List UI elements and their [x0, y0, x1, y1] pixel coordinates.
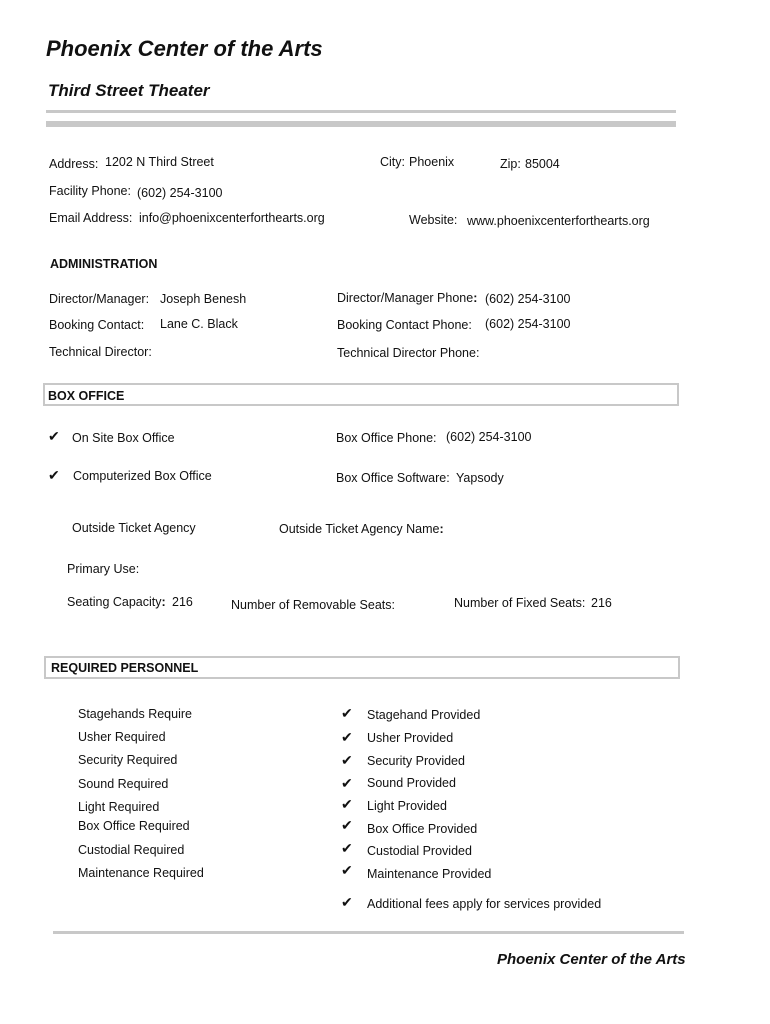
zip-label: Zip:	[500, 157, 521, 171]
administration-heading: ADMINISTRATION	[50, 257, 158, 271]
seating-capacity-value: 216	[172, 595, 193, 609]
website-label: Website:	[409, 213, 458, 227]
box-office-heading: BOX OFFICE	[48, 389, 125, 403]
outside-agency-name-colon: :	[439, 522, 444, 536]
required-item: Maintenance Required	[78, 866, 204, 880]
address-label: Address:	[49, 157, 99, 171]
personnel-heading: REQUIRED PERSONNEL	[51, 661, 199, 675]
onsite-box-office-label: On Site Box Office	[72, 431, 175, 445]
fixed-seats-label: Number of Fixed Seats:	[454, 596, 586, 610]
facility-phone-label: Facility Phone:	[49, 184, 131, 198]
fixed-seats-value: 216	[591, 596, 612, 610]
page-subtitle: Third Street Theater	[48, 81, 210, 100]
additional-fees-note: Additional fees apply for services provided	[367, 897, 602, 911]
required-item: Custodial Required	[78, 843, 185, 857]
provided-item: Custodial Provided	[367, 844, 472, 858]
required-item: Box Office Required	[78, 819, 190, 833]
tech-director-phone-label: Technical Director Phone:	[337, 346, 480, 360]
required-item: Usher Required	[78, 730, 166, 744]
outside-agency-name-label: Outside Ticket Agency Name:	[279, 522, 444, 536]
website-value: www.phoenixcenterforthearts.org	[467, 214, 650, 228]
footer-rule	[53, 931, 684, 934]
director-phone-label: Director/Manager Phone:	[337, 291, 478, 305]
director-phone-value: (602) 254-3100	[485, 292, 571, 306]
page-title: Phoenix Center of the Arts	[46, 36, 323, 61]
director-label: Director/Manager:	[49, 292, 150, 306]
header-rule-thick	[46, 121, 676, 127]
box-office-phone-value: (602) 254-3100	[446, 430, 532, 444]
director-value: Joseph Benesh	[160, 292, 247, 306]
box-office-section-box	[43, 383, 679, 406]
computerized-box-office-label: Computerized Box Office	[73, 469, 212, 483]
booking-phone-label: Booking Contact Phone:	[337, 318, 472, 332]
required-item: Stagehands Require	[78, 707, 192, 721]
zip-value: 85004	[525, 157, 560, 171]
tech-director-label: Technical Director:	[49, 345, 152, 359]
required-item: Light Required	[78, 800, 160, 814]
provided-item: Light Provided	[367, 799, 447, 813]
city-value: Phoenix	[409, 155, 455, 169]
booking-label: Booking Contact:	[49, 318, 145, 332]
check-icon: ✔	[341, 752, 353, 768]
required-item: Security Required	[78, 753, 178, 767]
facility-phone-value: (602) 254-3100	[137, 186, 223, 200]
seating-capacity-label: Seating Capacity:	[67, 595, 166, 609]
provided-item: Security Provided	[367, 754, 465, 768]
check-icon: ✔	[341, 862, 353, 878]
email-label: Email Address:	[49, 211, 133, 225]
primary-use-label: Primary Use:	[67, 562, 140, 576]
address-value: 1202 N Third Street	[105, 155, 214, 169]
booking-value: Lane C. Black	[160, 317, 238, 331]
box-office-phone-label: Box Office Phone:	[336, 431, 437, 445]
required-item: Sound Required	[78, 777, 169, 791]
city-label: City:	[380, 155, 405, 169]
seating-capacity-colon: :	[161, 595, 166, 609]
additional-fees-check-icon: ✔	[341, 894, 353, 910]
header-rule-thin	[46, 110, 676, 113]
provided-item: Sound Provided	[367, 776, 456, 790]
onsite-check-icon: ✔	[48, 428, 60, 444]
box-office-software-label: Box Office Software:	[336, 471, 450, 485]
provided-item: Box Office Provided	[367, 822, 478, 836]
box-office-software-value: Yapsody	[456, 471, 504, 485]
computerized-check-icon: ✔	[48, 467, 60, 483]
provided-item: Stagehand Provided	[367, 708, 481, 722]
footer-title: Phoenix Center of the Arts	[497, 951, 686, 968]
check-icon: ✔	[341, 775, 353, 791]
provided-item: Maintenance Provided	[367, 867, 492, 881]
outside-ticket-agency-label: Outside Ticket Agency	[72, 521, 196, 535]
check-icon: ✔	[341, 796, 353, 812]
check-icon: ✔	[341, 705, 353, 721]
removable-seats-label: Number of Removable Seats:	[231, 598, 395, 612]
director-phone-colon: :	[473, 291, 478, 305]
provided-item: Usher Provided	[367, 731, 454, 745]
email-value: info@phoenixcenterforthearts.org	[139, 211, 325, 225]
check-icon: ✔	[341, 729, 353, 745]
check-icon: ✔	[341, 840, 353, 856]
booking-phone-value: (602) 254-3100	[485, 317, 571, 331]
check-icon: ✔	[341, 817, 353, 833]
